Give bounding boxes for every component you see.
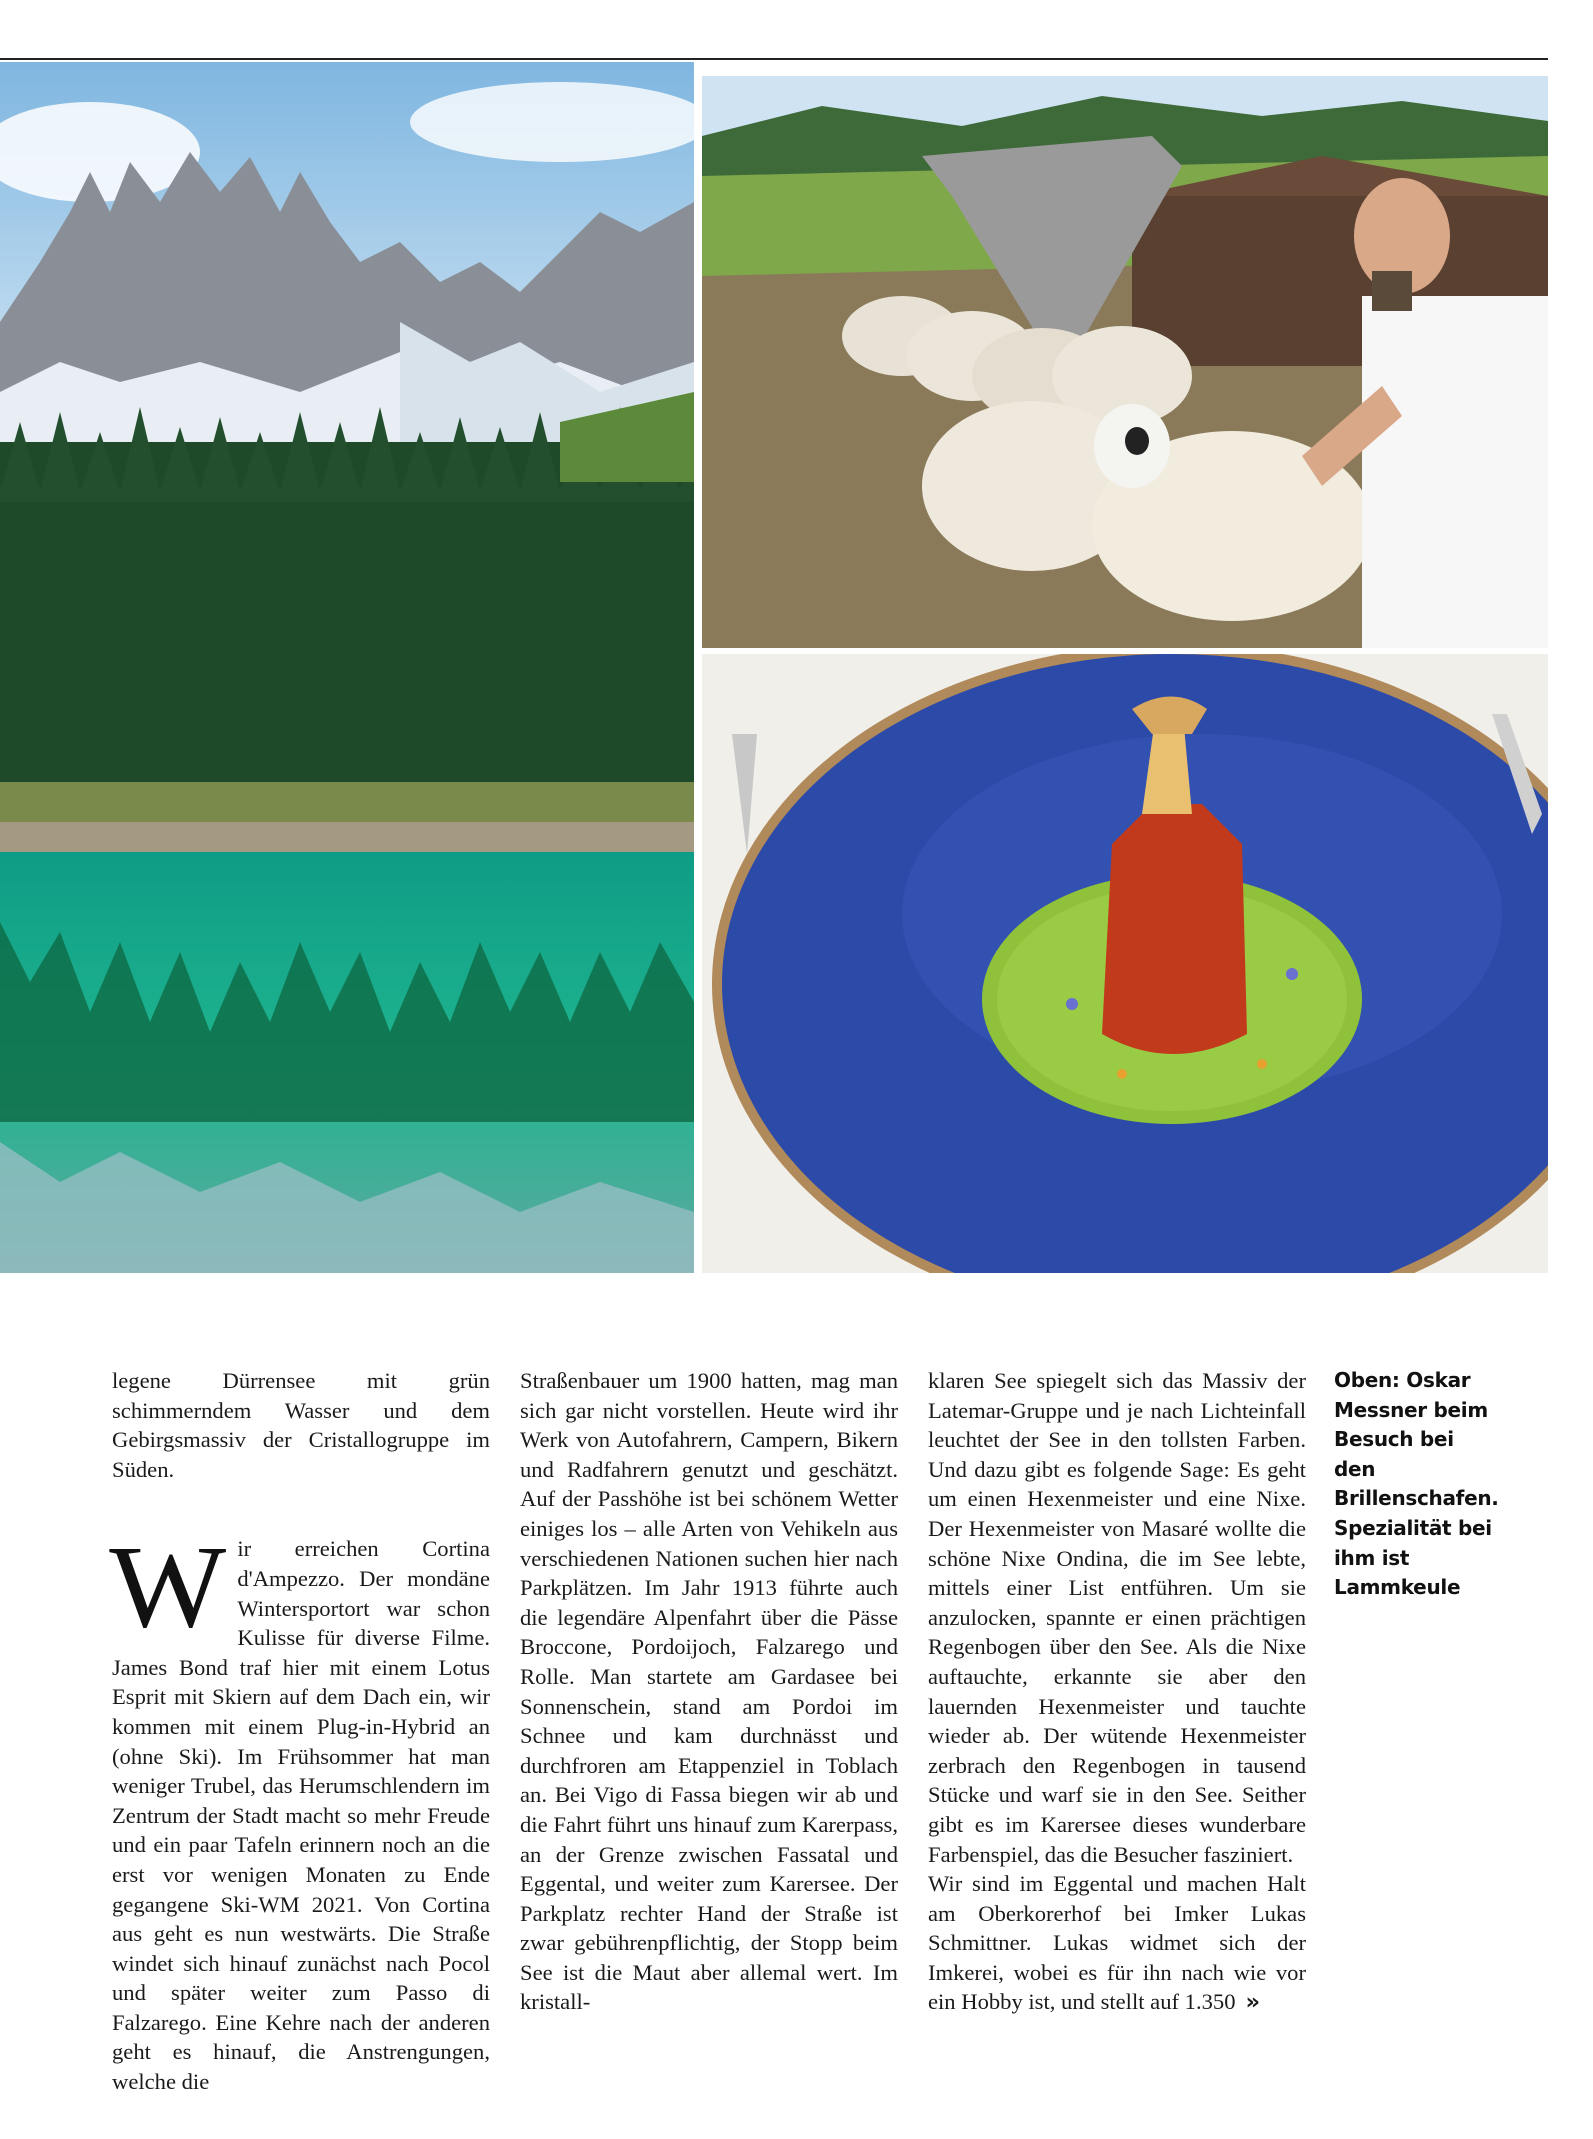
continue-arrow-icon: » [1245, 1989, 1261, 2016]
paragraph-text-2 [928, 1869, 1306, 2018]
article-column-2 [520, 1366, 898, 2017]
dish-photo [702, 654, 1548, 1273]
paragraph-text: Straßenbauer um 1900 hatten, mag man sich gar nicht vorstellen. Heute wird ihr Werk von Autofahrern, Campern, Bikern und Radfahrern genutzt und geschätzt. Auf der Passhöhe ist bei schönem Wetter einiges los – alle Arten von Vehikeln aus verschiedenen Nationen suchen hier nach Parkplätzen. Im Jahr 1913 führte auch die legendäre Alpenfahrt über die Pässe Broccone, Pordoijoch, Falzarego und Rolle. Man startete am Gardasee bei Sonnenschein, stand am Pordoi im Schnee und kam durchnässt und durchfroren am Etappenziel in Toblach an. Bei Vigo di Fassa biegen wir ab und die Fahrt führt uns hinauf zum Karerpass, an der Grenze zwischen Fassatal und Eggental, und weiter zum Karersee. Der Parkplatz rechter Hand der Straße ist zwar gebührenpflichtig, der Stopp beim See ist die Maut aber allemal wert. Im kristall- [520, 1368, 898, 2015]
paragraph-text: ir erreichen Cortina d'Ampezzo. Der mondäne Wintersportort war schon Kulisse für diverse Filme. James Bond traf hier mit einem Lotus Esprit mit Skiern auf dem Dach ein, wir kommen mit einem Plug-in-Hybrid an (ohne Ski). Im Frühsommer hat man weniger Trubel, das Herumschlendern im Zentrum der Stadt macht so mehr Freude und ein paar Tafeln erinnern noch an die erst vor wenigen Monaten zu Ende gegangene Ski-WM 2021. Von Cortina aus geht es nun westwärts. Die Straße windet sich hinauf zunächst nach Pocol und später weiter zum Passo di Falzarego. Eine Kehre nach der anderen geht es hinauf, die Anstrengungen, welche die [112, 1536, 490, 2095]
sheep-photo [702, 76, 1548, 648]
intro-paragraph: legene Dürrensee mit grün schimmerndem Wasser und dem Gebirgsmassiv der Cristallogruppe im Süden. [112, 1368, 490, 1482]
paragraph-text: klaren See spiegelt sich das Massiv der Latemar-Gruppe und je nach Lichteinfall leuchtet der See in den tollsten Farben. Und dazu gibt es folgende Sage: Es geht um einen Hexenmeister und eine Nixe. Der Hexenmeister von Masaré wollte die schöne Nixe Ondina, die im See lebte, mittels einer List entführen. Um sie anzulocken, spannte er einen prächtigen Regenbogen über den See. Als die Nixe auftauchte, erkannte sie aber den lauernden Hexenmeister und tauchte wieder ab. Der wütende Hexenmeister zerbrach den Regenbogen in tausend Stücke und warf sie in den See. Seither gibt es im Karersee dieses wunderbare Farbenspiel, das die Besucher fasziniert. [928, 1368, 1306, 1867]
lake-photo [0, 62, 694, 1273]
dropcap-paragraph [109, 1521, 490, 2096]
top-rule [0, 58, 1548, 60]
dish-illustration [702, 654, 1548, 1273]
article-column-1 [109, 1366, 490, 2097]
sheep-illustration [702, 76, 1548, 648]
article-column-3 [928, 1366, 1306, 2018]
photo-caption: Oben: Oskar Messner beim Besuch bei den Brillenschafen. Spezialität bei ihm ist Lammkeule [1334, 1368, 1499, 1600]
lake-illustration [0, 62, 694, 1273]
paragraph-text: Wir sind im Eggental und machen Halt am Oberkorerhof bei Imker Lukas Schmittner. Lukas widmet sich der Imkerei, wobei es für ihn nach wie vor ein Hobby ist, und stellt auf 1.350 [928, 1871, 1306, 2015]
dropcap-letter: W [109, 1521, 227, 1653]
